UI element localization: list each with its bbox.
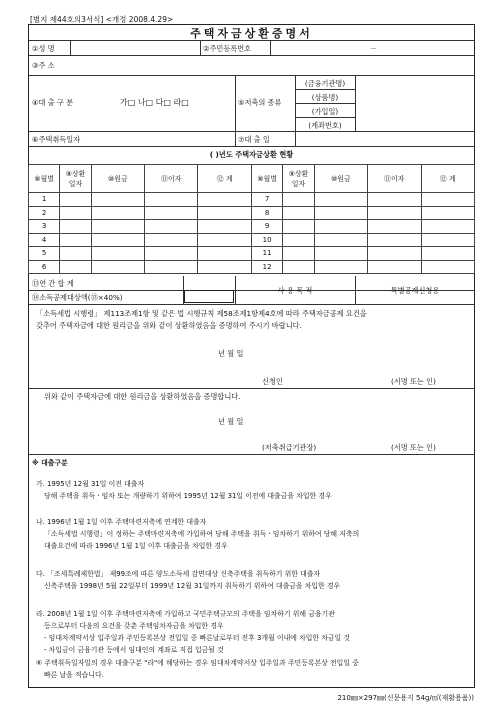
table-row <box>29 206 475 220</box>
principal-header: ⑩원금 <box>314 165 367 193</box>
repay-date-header: ⑨상환 일자 <box>60 165 91 193</box>
divider <box>295 89 355 90</box>
note-line: 당해 주택을 취득ㆍ임차 또는 개량하기 위하여 1995년 12월 31일 이전에 대출금을 차입한 경우 <box>44 492 332 500</box>
divider <box>295 103 355 104</box>
note-line: 「소득세법 시행령」이 정하는 주택마련저축에 가입하여 당해 주택을 취득ㆍ임차하기 위하여 당해 저축의 <box>44 530 360 538</box>
deduction-label: ⑭소득공제대상액(⑬×40%) <box>32 293 123 302</box>
divider <box>355 75 356 131</box>
month-cell: 11 <box>251 247 282 261</box>
institution-sign: (서명 또는 인) <box>391 443 436 452</box>
certify-text: 위와 같이 주택자금에 대한 원리금을 상환하였음을 증명합니다. <box>44 392 241 401</box>
month-cell: 12 <box>251 260 282 274</box>
principal-header: ⑩원금 <box>91 165 144 193</box>
note-line: 빠른 날을 적습니다. <box>44 671 104 679</box>
interest-header: ⑪이자 <box>145 165 198 193</box>
institution-label: (저축취급기관장) <box>262 443 317 452</box>
month-cell: 5 <box>29 247 60 261</box>
form-title: 주택자금상환증명서 <box>190 27 313 40</box>
note-line: - 임대차계약서상 입주일과 주민등록본상 전입일 중 빠른날로부터 전후 3개월 이내에 차입한 차금일 것 <box>44 634 351 642</box>
divider <box>28 75 475 76</box>
divider <box>270 40 271 55</box>
certify-date: 년 월 일 <box>218 417 244 426</box>
divider <box>28 454 475 455</box>
note-line: 라. 2008년 1월 1일 이후 주택마련저축에 가입하고 국민주택규모의 주택을 임차하기 위해 금융기관 <box>36 610 335 618</box>
divider <box>28 304 475 305</box>
divider <box>28 388 475 389</box>
savings-bank: (금융기관명) <box>304 79 346 88</box>
request-date: 년 월 일 <box>218 349 244 358</box>
table-row <box>29 220 475 234</box>
divider <box>295 131 296 146</box>
rrn-dash: － <box>370 44 378 53</box>
purpose-value: 특별공제신청용 <box>390 286 440 295</box>
month-cell: 7 <box>251 193 282 207</box>
divider <box>28 40 475 41</box>
month-cell: 3 <box>29 220 60 234</box>
paper-spec: 210㎜×297㎜(신문용지 54g/㎡(재활용품)) <box>337 694 474 702</box>
deduction-input[interactable] <box>184 290 234 303</box>
table-row <box>29 247 475 261</box>
repayment-section-title: ( )년도 주택자금상환 현황 <box>209 150 294 159</box>
notes-heading: ※ 대출구분 <box>32 459 68 467</box>
note-line: 나. 1996년 1월 1일 이후 주택마련저축에 연계한 대출자 <box>36 518 207 526</box>
savings-type-label: ⑤저축의 종류 <box>238 98 282 107</box>
note-line: 신축주택을 1998년 5월 22일부터 1999년 12월 31일까지 취득하기 위하여 대출금을 차입한 경우 <box>44 582 341 590</box>
savings-product: (상품명) <box>311 93 339 102</box>
name-label: ①성 명 <box>32 44 55 53</box>
rrn-label: ②주민등록번호 <box>203 44 252 53</box>
divider <box>28 146 475 147</box>
month-cell: 2 <box>29 206 60 220</box>
total-header: ⑫ 계 <box>421 165 475 193</box>
form-code: [별지 제44호의3서식] <개정 2008.4.29> <box>30 15 174 24</box>
request-text-2: 갖추어 주택자금에 대한 원리금을 위와 같이 상환하였음을 증명하여 주시기 바랍니다. <box>36 321 302 330</box>
month-header: ⑧월별 <box>251 165 282 193</box>
divider <box>235 75 236 146</box>
purpose-label: 사 용 목 적 <box>277 286 313 295</box>
divider <box>70 40 71 55</box>
month-cell: 4 <box>29 233 60 247</box>
note-line: 다. 「조세특례제한법」 제99조에 따른 양도소득세 감면대상 신축주택을 취득하기 위한 대출자 <box>36 570 321 578</box>
request-text-1: 「소득세법 시행령」 제113조제1항 및 같은 법 시행규칙 제58조제1항제4호에 따라 주택자금공제 요건을 <box>36 309 367 318</box>
divider <box>28 55 475 56</box>
note-line: - 차입금이 금융기관 등에서 임대인의 계좌로 직접 입금될 것 <box>44 646 224 654</box>
divider <box>200 40 201 55</box>
table-row <box>29 260 475 274</box>
table-row <box>29 193 475 207</box>
month-cell: 8 <box>251 206 282 220</box>
note-line: 등으로부터 다음의 요건을 갖춘 주택임차자금을 차입한 경우 <box>44 622 224 630</box>
note-line: 대출요건에 따라 1996년 1월 1일 이후 대출금을 차입한 경우 <box>44 542 228 550</box>
savings-account: (계좌번호) <box>308 121 342 130</box>
loan-type-label: ④대 출 구 분 <box>32 98 74 107</box>
month-header: ⑧월별 <box>29 165 60 193</box>
applicant-label: 신청인 <box>262 377 283 386</box>
applicant-sign: (서명 또는 인) <box>391 377 436 386</box>
month-cell: 1 <box>29 193 60 207</box>
repay-date-header: ⑨상환 일자 <box>283 165 314 193</box>
divider <box>295 117 355 118</box>
acquisition-date-label: ⑥주택취득일자 <box>32 135 81 144</box>
month-cell: 9 <box>251 220 282 234</box>
annual-total-label: ⑬연 간 합 계 <box>32 279 74 288</box>
month-cell: 6 <box>29 260 60 274</box>
interest-header: ⑪이자 <box>368 165 421 193</box>
month-cell: 10 <box>251 233 282 247</box>
loan-type-options[interactable]: 가□ 나□ 다□ 라□ <box>120 98 189 107</box>
divider <box>28 131 475 132</box>
note-line: 가. 1995년 12월 31일 이전 대출자 <box>36 480 145 488</box>
total-header: ⑫ 계 <box>198 165 251 193</box>
note-line: ⑥ 주택취득일자일의 경우 대출구분 "라"에 해당하는 경우 임대차계약서상 입주일과 주민등록본상 전입일 중 <box>36 659 359 667</box>
repayment-table <box>28 164 475 274</box>
address-label: ③주 소 <box>32 61 55 70</box>
savings-date: (가입일) <box>311 107 339 116</box>
loan-date-label: ⑦대 출 일 <box>238 135 270 144</box>
table-row <box>29 233 475 247</box>
